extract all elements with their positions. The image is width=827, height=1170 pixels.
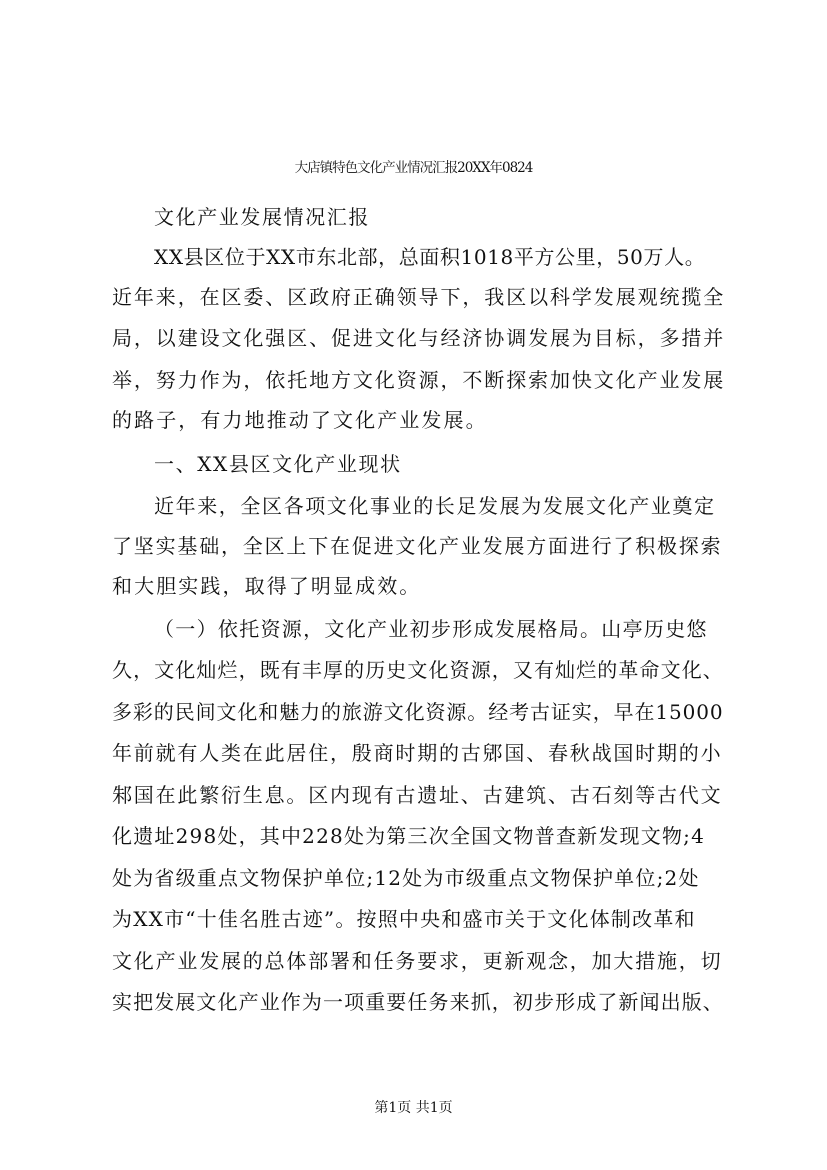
body-line: 久，文化灿烂，既有丰厚的历史文化资源，又有灿烂的革命文化、 <box>112 658 724 682</box>
body-line: 近年来，全区各项文化事业的长足发展为发展文化产业奠定 <box>154 494 716 518</box>
body-line: 文化产业发展情况汇报 <box>154 205 370 229</box>
body-line: 局，以建设文化强区、促进文化与经济协调发展为目标，多措并 <box>112 326 726 350</box>
body-line: XX县区位于XX市东北部，总面积1018平方公里，50万人。 <box>154 245 706 269</box>
body-line: 实把发展文化产业作为一项重要任务来抓，初步形成了新闻出版、 <box>112 990 724 1014</box>
body-line: 文化产业发展的总体部署和任务要求，更新观念，加大措施，切 <box>112 949 723 973</box>
body-line: 了坚实基础，全区上下在促进文化产业发展方面进行了积极探索 <box>112 534 723 558</box>
body-line: 处为省级重点文物保护单位;12处为市级重点文物保护单位;2处 <box>112 866 700 890</box>
body-line: 为XX市“十佳名胜古迹”。按照中央和盛市关于文化体制改革和 <box>112 907 696 931</box>
body-line: 举，努力作为，依托地方文化资源，不断探索加快文化产业发展 <box>112 368 726 392</box>
body-line: 和大胆实践，取得了明显成效。 <box>112 574 422 598</box>
body-line: 多彩的民间文化和魅力的旅游文化资源。经考古证实，早在15000 <box>112 700 724 724</box>
body-line: 年前就有人类在此居住，殷商时期的古郳国、春秋战国时期的小 <box>112 741 723 765</box>
body-line: 邾国在此繁衍生息。区内现有古遗址、古建筑、古石刻等古代文 <box>112 783 723 807</box>
body-line: 化遗址298处，其中228处为第三次全国文物普查新发现文物;4 <box>112 824 706 848</box>
body-line: 的路子，有力地推动了文化产业发展。 <box>112 408 488 432</box>
page-number-footer: 第1页 共1页 <box>374 1100 453 1116</box>
body-line: 一、XX县区文化产业现状 <box>154 452 402 476</box>
document-title: 大店镇特色文化产业情况汇报20XX年0824 <box>294 160 533 176</box>
body-line: （一）依托资源，文化产业初步形成发展格局。山亭历史悠 <box>154 617 708 641</box>
body-line: 近年来，在区委、区政府正确领导下，我区以科学发展观统揽全 <box>112 285 726 309</box>
